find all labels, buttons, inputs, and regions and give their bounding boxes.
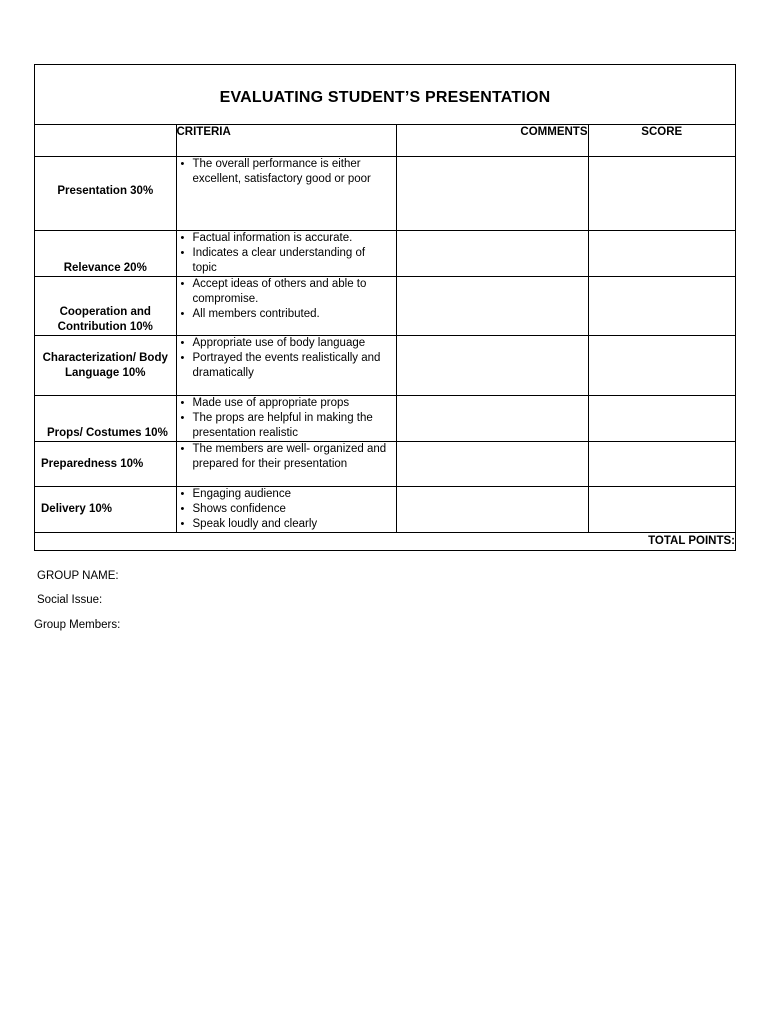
criteria-bullet: • The props are helpful in making the presentation realistic [193,411,390,441]
comments-cell[interactable] [396,277,588,336]
rubric-table [35,125,735,550]
total-points-label: TOTAL POINTS: [35,533,735,551]
score-cell[interactable] [588,231,735,277]
score-cell[interactable] [588,336,735,396]
criteria-cell [176,231,396,277]
social-issue-label: Social Issue: [37,594,103,606]
criteria-bullet: • Speak loudly and clearly [193,517,390,532]
header-criteria: CRITERIA [176,125,396,157]
comments-cell[interactable] [396,231,588,277]
criterion-label-cell [35,396,176,442]
criteria-bullet: • The overall performance is either excellent, satisfactory good or poor [193,157,390,187]
criteria-cell [176,277,396,336]
comments-cell[interactable] [396,442,588,487]
criterion-label: Relevance 20% [63,262,147,274]
criterion-label-cell [35,487,176,533]
criteria-cell [176,336,396,396]
comments-cell[interactable] [396,336,588,396]
table-row [35,157,735,231]
group-members-label: Group Members: [34,619,121,631]
criterion-label-cell [35,442,176,487]
header-row [35,125,735,157]
criterion-label-cell [35,231,176,277]
criteria-cell [176,442,396,487]
criteria-bullet: • The members are well- organized and prepared for their presentation [193,442,390,472]
score-cell[interactable] [588,487,735,533]
header-score: SCORE [588,125,735,157]
group-name-label: GROUP NAME: [37,570,119,582]
criteria-cell [176,157,396,231]
comments-cell[interactable] [396,396,588,442]
table-row [35,396,735,442]
score-cell[interactable] [588,157,735,231]
score-cell[interactable] [588,396,735,442]
criteria-list [177,396,396,441]
criteria-list [177,487,396,532]
header-label-cell [35,125,176,157]
criteria-bullet: • Factual information is accurate. [193,231,390,246]
table-row [35,487,735,533]
table-row [35,442,735,487]
criteria-bullet: • Appropriate use of body language [193,336,390,351]
table-row [35,231,735,277]
criteria-list [177,336,396,381]
score-cell[interactable] [588,442,735,487]
table-row [35,277,735,336]
criteria-bullet: • Accept ideas of others and able to compromise. [193,277,390,307]
criteria-list [177,277,396,322]
criterion-label: Characterization/ Body Language 10% [42,351,168,379]
criterion-label: Presentation 30% [57,185,154,197]
criteria-bullet: • Engaging audience [193,487,390,502]
criteria-bullet: • Made use of appropriate props [193,396,390,411]
criterion-label: Preparedness 10% [41,457,144,470]
criterion-label-cell [35,157,176,231]
header-comments: COMMENTS [396,125,588,157]
criterion-label-cell [35,277,176,336]
criterion-label-cell [35,336,176,396]
criteria-bullet: • All members contributed. [193,307,390,322]
table-row [35,336,735,396]
criteria-list [177,231,396,276]
criteria-list [177,157,396,187]
comments-cell[interactable] [396,157,588,231]
rubric-sheet [34,64,736,551]
criteria-list [177,442,396,472]
criteria-bullet: • Shows confidence [193,502,390,517]
criteria-bullet: • Portrayed the events realistically and dramatically [193,351,390,381]
criterion-label: Delivery 10% [41,503,112,515]
page-title: EVALUATING STUDENT’S PRESENTATION [219,88,551,106]
criterion-label: Props/ Costumes 10% [47,427,168,439]
criteria-bullet: • Indicates a clear understanding of topic [193,246,390,276]
comments-cell[interactable] [396,487,588,533]
criterion-label: Cooperation and Contribution 10% [57,306,153,333]
title-box [35,65,735,125]
score-cell[interactable] [588,277,735,336]
criteria-cell [176,487,396,533]
criteria-cell [176,396,396,442]
total-row [35,533,735,551]
